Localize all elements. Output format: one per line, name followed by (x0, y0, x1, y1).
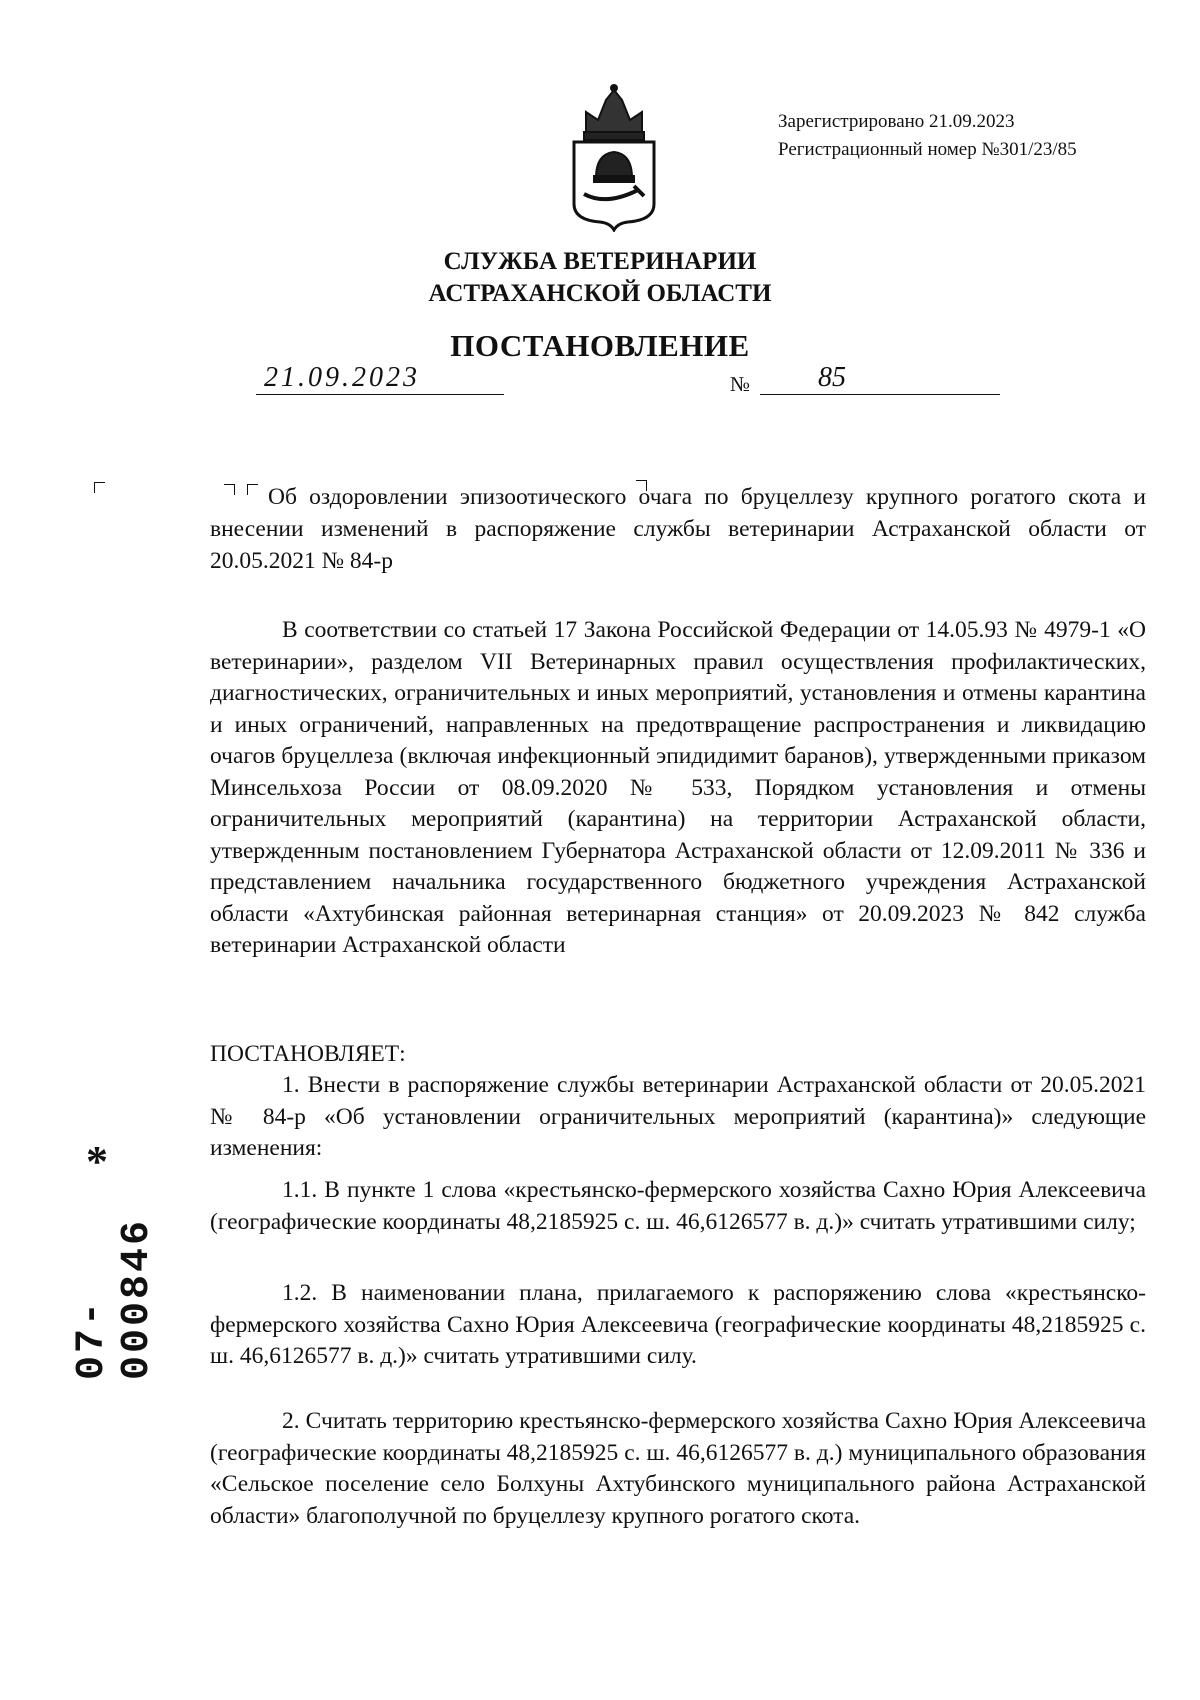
margin-asterisk: * (86, 1137, 108, 1186)
number-underline (760, 394, 1000, 395)
item-2: 2. Считать территорию крестьянско-фермерского хозяйства Сахно Юрия Алексеевича (географические координаты 48,2185925 с. ш. 46,6126577 в. д.) муниципального образования «Сельское поселение село Болхуны Ахтубинского муниципального района Астраханской области» благополучной по бруцеллезу крупного рогатого скота. (210, 1408, 1146, 1529)
item-1-1: 1.1. В пункте 1 слова «крестьянско-фермерского хозяйства Сахно Юрия Алексеевича (географические координаты 48,2185925 с. ш. 46,6126577 в. д.)» считать утратившими силу; (210, 1177, 1146, 1235)
item-1-2: 1.2. В наименовании плана, прилагаемого к распоряжению слова «крестьянско-фермерского хозяйства Сахно Юрия Алексеевича (географические координаты 48,2185925 с. ш. 46,6126577 в. д.)» считать утратившими силу. (210, 1280, 1146, 1369)
document-type: ПОСТАНОВЛЕНИЕ (450, 328, 750, 363)
document-subject: Об оздоровлении эпизоотического очага по бруцеллезу крупного рогатого скота и внесении изменений в распоряжение службы ветеринарии Астраханской области от 20.05.2021 № 84-р (210, 484, 1146, 574)
corner-mark (94, 482, 105, 493)
document-date: 21.09.2023 (264, 362, 420, 393)
preamble: В соответствии со статьей 17 Закона Российской Федерации от 14.05.93 № 4979-1 «О ветеринарии», разделом VII Ветеринарных правил осуществления профилактических, диагностических, ограничительных и иных мероприятий, установления и отмены карантина и иных ограничений, направленных на предотвращение распространения и ликвидацию очагов бруцеллеза (включая инфекционный эпидидимит баранов), утвержденными приказом Минсельхоза России от 08.09.2020 № 533, Порядком установления и отмены ограничительных мероприятий (карантина) на территории Астраханской области, утвержденным постановлением Губернатора Астраханской области от 12.09.2011 № 336 и представлением начальника государственного бюджетного учреждения Астраханской области «Ахтубинская районная ветеринарная станция» от 20.09.2023 № 842 служба ветеринарии Астраханской области (210, 617, 1146, 958)
organization-name: СЛУЖБА ВЕТЕРИНАРИИ АСТРАХАНСКОЙ ОБЛАСТИ (428, 248, 772, 307)
resolves-heading: ПОСТАНОВЛЯЕТ: (210, 1041, 406, 1067)
item-1: 1. Внести в распоряжение службы ветеринарии Астраханской области от 20.05.2021 № 84-р «Об установлении ограничительных мероприятий (карантина)» следующие изменения: (210, 1072, 1146, 1161)
registration-date: Зарегистрировано 21.09.2023 (778, 111, 1015, 132)
coat-of-arms-icon (566, 82, 662, 232)
number-label: № (730, 372, 751, 396)
date-underline (256, 394, 504, 395)
registration-number: Регистрационный номер №301/23/85 (778, 139, 1077, 160)
form-number: 07- 000846 (70, 1217, 160, 1380)
document-number: 85 (818, 362, 846, 393)
registration-note (778, 108, 1077, 164)
